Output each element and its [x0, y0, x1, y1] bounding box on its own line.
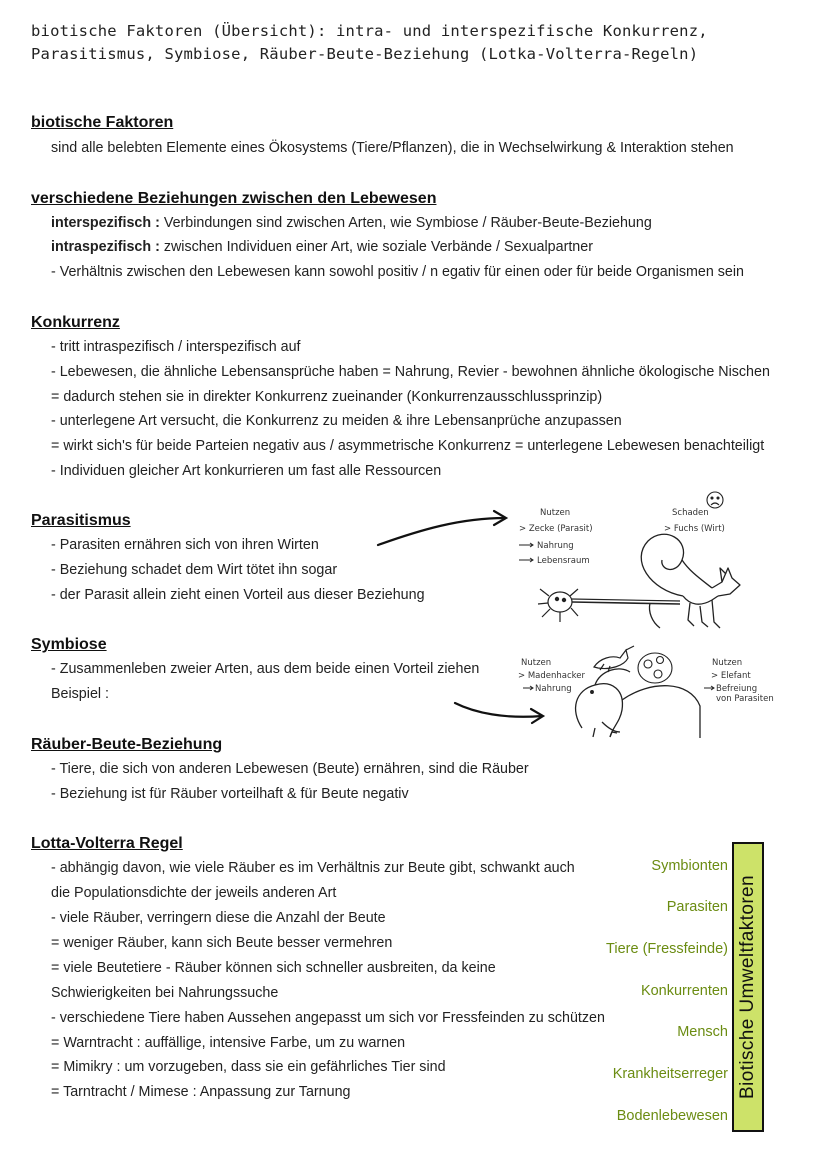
heading-lotka-volterra: Lotta-Volterra Regel	[31, 835, 183, 852]
lotka-line: = Warntracht : auffällige, intensive Farbe, um zu warnen	[51, 1035, 406, 1051]
konkurrenz-line: = wirkt sich's für beide Parteien negativ aus / asymmetrische Konkurrenz = unterlegene Lebewesen benachteiligt	[51, 438, 765, 454]
page-title-line-2: Parasitismus, Symbiose, Räuber-Beute-Beziehung (Lotka-Volterra-Regeln)	[31, 45, 699, 63]
parasitismus-line: - Parasiten ernähren sich von ihren Wirten	[51, 537, 319, 553]
sketch-label-nahrung: Nahrung	[537, 541, 574, 551]
text-verhaeltnis: - Verhältnis zwischen den Lebewesen kann sowohl positiv / n egativ für einen oder für beide Organismen sein	[51, 264, 745, 280]
sketch-label-madenhacker: > Madenhacker	[518, 671, 585, 681]
term-intraspezifisch: intraspezifisch :	[51, 239, 160, 255]
desc-interspezifisch: Verbindungen sind zwischen Arten, wie Symbiose / Räuber-Beute-Beziehung	[159, 215, 652, 231]
lotka-line: - verschiedene Tiere haben Aussehen angepasst um sich vor Fressfeinden zu schützen	[51, 1010, 605, 1026]
legend-arrows-parasit	[519, 543, 533, 562]
lotka-line: = Mimikry : um vorzugeben, dass sie ein gefährliches Tier sind	[51, 1059, 446, 1075]
sketch-label-nahrung-symbiose: Nahrung	[535, 684, 572, 694]
sketch-label-von-parasiten: von Parasiten	[716, 694, 774, 704]
lotka-line: = viele Beutetiere - Räuber können sich schneller ausbreiten, da keine	[51, 960, 496, 976]
umweltfaktoren-title-text: Biotische Umweltfaktoren	[737, 875, 758, 1099]
arrow-symbiose	[455, 703, 543, 723]
text-biotische-definition: sind alle belebten Elemente eines Ökosystems (Tiere/Pflanzen), die in Wechselwirkung & Interaktion stehen	[51, 140, 734, 156]
symbiose-line: - Zusammenleben zweier Arten, aus dem beide einen Vorteil ziehen	[51, 661, 480, 677]
umweltfaktor-item: Mensch	[677, 1024, 728, 1040]
umweltfaktor-item: Konkurrenten	[640, 983, 728, 999]
symbiose-line: Beispiel :	[51, 686, 110, 702]
desc-intraspezifisch: zwischen Individuen einer Art, wie soziale Verbände / Sexualpartner	[159, 239, 593, 255]
raeuber-line: - Beziehung ist für Räuber vorteilhaft & für Beute negativ	[51, 786, 409, 802]
term-interspezifisch: interspezifisch :	[51, 215, 160, 231]
konkurrenz-line: - unterlegene Art versucht, die Konkurrenz zu meiden & ihre Lebensanprüche anzupassen	[51, 413, 622, 429]
sketch-label-elefant: > Elefant	[711, 671, 751, 681]
umweltfaktor-item: Tiere (Fressfeinde)	[606, 941, 728, 957]
heading-symbiose: Symbiose	[31, 636, 107, 653]
sketch-label-fuchs: > Fuchs (Wirt)	[664, 524, 725, 534]
arrow-parasit	[378, 511, 506, 545]
sketch-label-schaden: Schaden	[672, 508, 709, 518]
fox-sketch	[641, 534, 740, 628]
bird-sketch	[594, 646, 634, 672]
konkurrenz-line: - Individuen gleicher Art konkurrieren um fast alle Ressourcen	[51, 463, 442, 479]
parasitismus-line: - Beziehung schadet dem Wirt tötet ihn sogar	[51, 562, 338, 578]
sketch-label-nutzen-left: Nutzen	[521, 658, 552, 668]
elephant-sketch	[576, 669, 700, 738]
lotka-line: - viele Räuber, verringern diese die Anzahl der Beute	[51, 910, 386, 926]
page-title-line-1: biotische Faktoren (Übersicht): intra- und interspezifische Konkurrenz,	[31, 22, 708, 40]
sketch-label-befreiung: Befreiung	[716, 684, 758, 694]
tick-sketch	[538, 589, 680, 622]
konkurrenz-line: - Lebewesen, die ähnliche Lebensansprüche haben = Nahrung, Revier - bewohnen ähnliche ökologische Nischen	[51, 364, 770, 380]
sketch-label-nutzen: Nutzen	[540, 508, 571, 518]
lotka-line: die Populationsdichte der jeweils anderen Art	[51, 885, 337, 901]
heading-beziehungen: verschiedene Beziehungen zwischen den Lebewesen	[31, 190, 437, 207]
lotka-line: - abhängig davon, wie viele Räuber es im Verhältnis zur Beute gibt, schwankt auch	[51, 860, 575, 876]
heading-parasitismus: Parasitismus	[31, 512, 131, 529]
sketch-label-zecke: > Zecke (Parasit)	[519, 524, 593, 534]
umweltfaktor-item: Krankheitserreger	[612, 1066, 728, 1082]
umweltfaktor-item: Symbionten	[651, 858, 728, 874]
parasites-circle-sketch	[638, 653, 672, 683]
sketch-label-lebensraum: Lebensraum	[537, 556, 590, 566]
heading-raeuber-beute: Räuber-Beute-Beziehung	[31, 736, 223, 753]
sketch-label-nutzen-right: Nutzen	[712, 658, 743, 668]
parasitismus-line: - der Parasit allein zieht einen Vorteil aus dieser Beziehung	[51, 587, 425, 603]
heading-biotische-faktoren: biotische Faktoren	[31, 114, 174, 131]
lotka-line: = Tarntracht / Mimese : Anpassung zur Tarnung	[51, 1084, 351, 1100]
konkurrenz-line: - tritt intraspezifisch / interspezifisch auf	[51, 339, 301, 355]
lotka-line: = weniger Räuber, kann sich Beute besser vermehren	[51, 935, 393, 951]
umweltfaktor-item: Bodenlebewesen	[616, 1108, 728, 1124]
umweltfaktor-item: Parasiten	[666, 899, 728, 915]
raeuber-line: - Tiere, die sich von anderen Lebewesen (Beute) ernähren, sind die Räuber	[51, 761, 529, 777]
lotka-line: Schwierigkeiten bei Nahrungssuche	[51, 985, 279, 1001]
sad-face-icon	[707, 492, 723, 508]
heading-konkurrenz: Konkurrenz	[31, 314, 120, 331]
konkurrenz-line: = dadurch stehen sie in direkter Konkurrenz zueinander (Konkurrenzausschlussprinzip)	[51, 389, 603, 405]
